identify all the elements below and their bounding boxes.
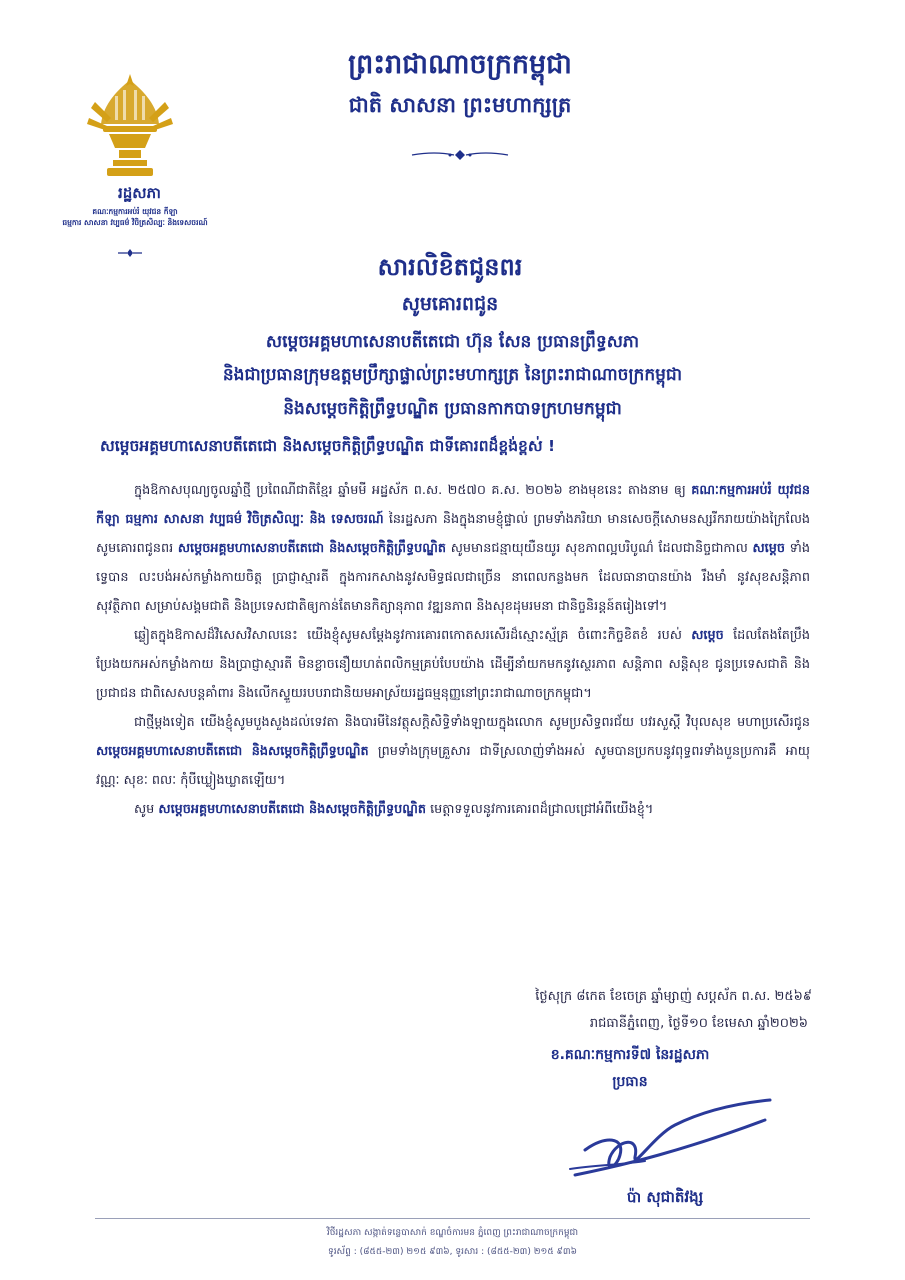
p3-text-a: ជាថ្មីម្តងទៀត យើងខ្ញុំសូមបួងសួងដល់ទេវតា និងបារមីនៃវត្ថុសក្តិសិទ្ធិទាំងឡាយក្នុងលោក សូមប្រសិទ្ធពរជ័យ បវរសួស្តី វិបុលសុខ មហាប្រសើរជូន	[134, 715, 810, 730]
addressee-line-2: និងជាប្រធានក្រុមឧត្តមប្រឹក្សាផ្ទាល់ព្រះមហាក្សត្រ នៃព្រះរាជាណាចក្រកម្ពុជា	[222, 365, 683, 385]
signatory-name: ប៉ា សុជាតិវង្ស	[626, 1188, 704, 1206]
paragraph-2	[96, 621, 810, 708]
addressee-line-1: សម្តេចអគ្គមហាសេនាបតីតេជោ ហ៊ុន សែន ប្រធានព្រឹទ្ធសភា	[265, 332, 640, 352]
p2-samdech-bold: សម្តេច	[691, 628, 724, 643]
committee-line-1: គណៈកម្មការអប់រំ យុវជន កីឡា	[92, 207, 178, 216]
senate-name: រដ្ឋសភា	[118, 184, 161, 202]
p1-text-c: នៃរដ្ឋសភា និងក្នុងនាមខ្ញុំផ្ទាល់ ព្រមទាំងភរិយា មានសេចក្តីសោមនស្សរីករាយយ៉ាងក្រៃលែង សូមគោរពជូនពរ	[96, 512, 811, 556]
p2-text-a: ឆ្លៀតក្នុងឱកាសដ៏វិសេសវិសាលនេះ យើងខ្ញុំសូមសម្តែងនូវការគោរពកោតសរសើរដ៏ស្មោះស្ម័គ្រ ចំពោះកិច្ចខិតខំ របស់	[134, 628, 682, 643]
p3-text-c: ព្រមទាំងក្រុមគ្រួសារ ជាទីស្រលាញ់ទាំងអស់ សូមបានប្រកបនូវពុទ្ធពរទាំងបួនប្រការគឺ អាយុ វណ្ណៈ សុខៈ ពលៈ កុំបីឃ្លៀងឃ្លាតឡើយ។	[96, 744, 810, 788]
national-motto: ជាតិ សាសនា ព្រះមហាក្សត្រ	[348, 92, 572, 117]
footer-address: វិថីរដ្ឋសភា សង្កាត់ទន្លេបាសាក់ ខណ្ឌចំការមន ភ្នំពេញ ព្រះរាជាណាចក្រកម្ពុជា	[326, 1228, 579, 1238]
salutation: សម្តេចអគ្គមហាសេនាបតីតេជោ និងសម្តេចកិត្តិព្រឹទ្ធបណ្ឌិត ជាទីគោរពដ៏ខ្ពង់ខ្ពស់ !	[100, 437, 556, 455]
handwritten-signature	[565, 1095, 775, 1185]
respect-line: សូមគោរពជូន	[401, 293, 499, 315]
lunar-date: ថ្ងៃសុក្រ ៨កេត ខែចេត្រ ឆ្នាំម្សាញ់ សប្តស័ក ព.ស. ២៥៦៩	[535, 989, 812, 1004]
signatory-organization: ខ.គណៈកម្មការទី៧ នៃរដ្ឋសភា	[550, 1047, 710, 1063]
kingdom-title: ព្រះរាជាណាចក្រកម្ពុជា	[348, 49, 572, 80]
p1-samdech-bold: សម្តេច	[752, 541, 785, 556]
paragraph-3	[96, 708, 810, 795]
committee-line-2: ធម្មការ សាសនា វប្បធម៌ វិចិត្រសិល្បៈ និងទេសចរណ៍	[62, 218, 208, 227]
footer-contact: ទូរស័ព្ទ : (៨៥៥-២៣) ២១៥ ៩៣៦, ទូរសារ : (៨៥៥-២៣) ២១៥ ៩៣៦	[327, 1247, 577, 1257]
paragraph-4	[96, 795, 810, 824]
p4-text-a: សូម	[134, 802, 155, 817]
p1-honorific-bold: សម្តេចអគ្គមហាសេនាបតីតេជោ និងសម្តេចកិត្តិព្រឹទ្ធបណ្ឌិត	[177, 541, 447, 556]
p4-text-c: មេត្តាទទួលនូវការគោរពដ៏ជ្រាលជ្រៅអំពីយើងខ្ញុំ។	[430, 802, 654, 817]
p1-text-g: ទាំងទ្វេបាន លះបង់អស់កម្លាំងកាយចិត្ត ប្រាជ្ញាស្មារតី ក្នុងការកសាងនូវសមិទ្ធផលជាច្រើន នាពេលកន្លងមក ដែលធានាបានយ៉ាង រឹងមាំ នូវសុខសន្តិភាព សុវត្ថិភាព សម្រាប់សង្គមជាតិ និងប្រទេសជាតិឲ្យកាន់តែមានកិត្យានុភាព វឌ្ឍនភាព និងសុខដុមរមនា ជានិច្ចនិរន្តន៍តរៀងទៅ។	[96, 541, 810, 614]
letter-title: សារលិខិតជូនពរ	[377, 252, 523, 281]
solar-date: រាជធានីភ្នំពេញ, ថ្ងៃទី១០ ខែមេសា ឆ្នាំ២០២៦	[589, 1016, 808, 1031]
committee-name	[60, 206, 210, 228]
p1-committee-bold: គណៈកម្មការអប់រំ យុវជន កីឡា ធម្មការ សាសនា វប្បធម៌ វិចិត្រសិល្បៈ និង ទេសចរណ៍	[96, 483, 810, 527]
p4-honorific-bold: សម្តេចអគ្គមហាសេនាបតីតេជោ និងសម្តេចកិត្តិព្រឹទ្ធបណ្ឌិត	[158, 802, 426, 817]
divider-ornament-icon	[410, 148, 510, 162]
paragraph-1	[96, 476, 810, 621]
signatory-role: ប្រធាន	[612, 1074, 648, 1090]
letter-body	[96, 476, 810, 824]
p1-text-a: ក្នុងឱកាសបុណ្យចូលឆ្នាំថ្មី ប្រពៃណីជាតិខ្មែរ ឆ្នាំមមី អដ្ឋស័ក ព.ស. ២៥៧០ គ.ស. ២០២៦ ខាងមុខនេះ តាងនាម ឲ្យ	[134, 483, 686, 498]
p1-text-e: សូមមានជន្មាយុយឺនយូរ សុខភាពល្អបរិបូណ៌ ដែលជានិច្ចជាកាល	[450, 541, 748, 556]
p2-text-c: ដែលតែងតែប្រឹងប្រែងយកអស់កម្លាំងកាយ និងប្រាជ្ញាស្មារតី មិនខ្លាចនឿយហត់ពលិកម្មគ្រប់បែបយ៉ាង ដើម្បីនាំយកមកនូវស្ថេរភាព សន្តិភាព សន្តិសុខ ជូនប្រទេសជាតិ និងប្រជាជន ជាពិសេសបន្តគាំពារ និងលើកស្ទួយរបបរាជានិយមអាស្រ័យរដ្ឋធម្មនុញ្ញនៅព្រះរាជាណាចក្រកម្ពុជា។	[96, 628, 810, 701]
addressee-line-3: និងសម្តេចកិត្តិព្រឹទ្ធបណ្ឌិត ប្រធានកាកបាទក្រហមកម្ពុជា	[283, 399, 622, 419]
senate-emblem-icon	[85, 72, 175, 182]
footer-divider	[95, 1218, 810, 1219]
p3-honorific-bold: សម្តេចអគ្គមហាសេនាបតីតេជោ និងសម្តេចកិត្តិព្រឹទ្ធបណ្ឌិត	[96, 744, 369, 759]
